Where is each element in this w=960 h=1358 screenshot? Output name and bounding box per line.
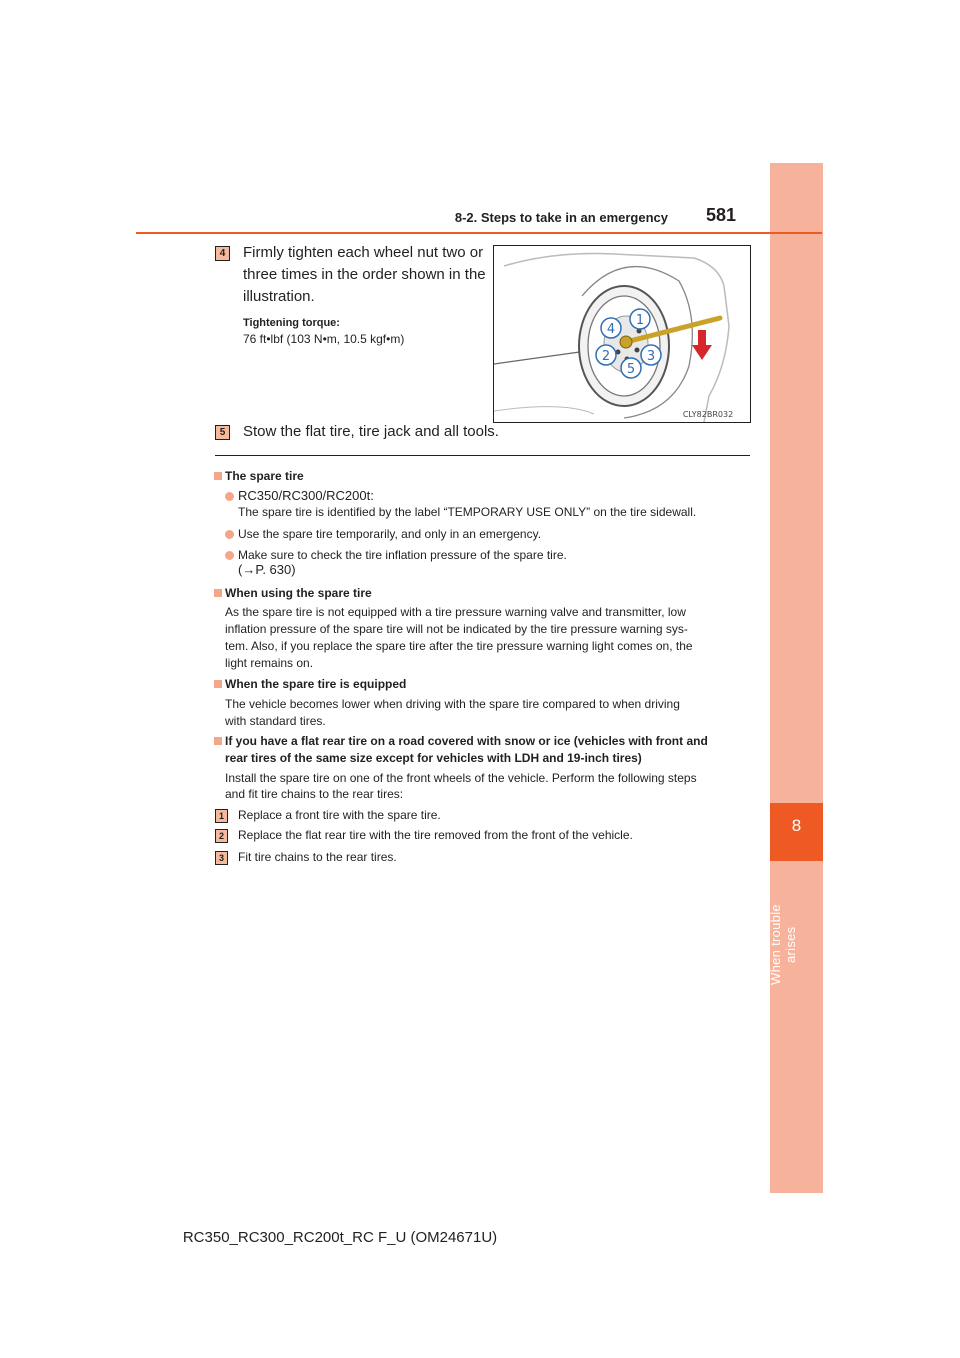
- section-header-title: 8-2. Steps to take in an emergency: [454, 210, 668, 225]
- note-square-icon: [214, 680, 222, 688]
- chapter-number: 8: [791, 816, 802, 835]
- order-number-5: 5: [626, 362, 636, 377]
- note-using-line-4: light remains on.: [225, 656, 314, 670]
- arrow-shaft: [698, 330, 706, 346]
- bullet-check-pressure: Make sure to check the tire inflation pressure of the spare tire.: [238, 548, 567, 562]
- order-number-4: 4: [606, 322, 616, 337]
- substep-1-marker: 1: [215, 809, 228, 823]
- torque-label: Tightening torque:: [243, 317, 340, 329]
- note-square-icon: [214, 472, 222, 480]
- illustration-code: CLY82BR032: [682, 410, 734, 419]
- note-equipped-line-1: The vehicle becomes lower when driving with the spare tire compared to when driving: [225, 697, 680, 711]
- note-flat-line-2: and fit tire chains to the rear tires:: [225, 787, 404, 801]
- note-using-line-1: As the spare tire is not equipped with a tire pressure warning valve and transmitter, low: [225, 605, 686, 619]
- lower-body-line: [494, 407, 594, 414]
- page-reference-link[interactable]: (→P. 630): [238, 562, 296, 577]
- note-square-icon: [214, 737, 222, 745]
- bullet-rc-models: RC350/RC300/RC200t:: [238, 488, 374, 503]
- order-number-3: 3: [646, 349, 656, 364]
- down-arrow-icon: [692, 345, 712, 360]
- wheel-nut: [635, 348, 640, 353]
- bullet-dot-icon: [225, 530, 234, 539]
- step-4-marker: 4: [215, 246, 230, 261]
- step-4-line-1: Firmly tighten each wheel nut two or: [243, 244, 484, 261]
- chapter-label: When trouble arises: [768, 904, 798, 986]
- wrench-socket: [620, 336, 632, 348]
- manual-footer: RC350_RC300_RC200t_RC F_U (OM24671U): [182, 1229, 498, 1246]
- wheel-illustration-svg: [494, 246, 750, 422]
- page-number: 581: [706, 205, 737, 225]
- chapter-side-tab: [770, 163, 823, 1193]
- note-square-icon: [214, 589, 222, 597]
- note-heading-flat-rear-line-1: If you have a flat rear tire on a road covered with snow or ice (vehicles with front and: [225, 734, 708, 748]
- note-heading-spare-tire: The spare tire: [225, 469, 304, 483]
- step-5-marker: 5: [215, 425, 230, 440]
- note-using-line-3: tem. Also, if you replace the spare tire after the tire pressure warning light comes on, the: [225, 639, 693, 653]
- wheel-nut-illustration: [493, 245, 751, 423]
- substep-3-text: Fit tire chains to the rear tires.: [238, 850, 397, 864]
- bullet-dot-icon: [225, 492, 234, 501]
- substep-2-text: Replace the flat rear tire with the tire removed from the front of the vehicle.: [238, 828, 633, 842]
- header-rule: [136, 232, 822, 234]
- order-number-1: 1: [635, 313, 645, 328]
- note-heading-using-spare: When using the spare tire: [225, 586, 372, 600]
- substep-2-marker: 2: [215, 829, 228, 843]
- bullet-temporary-use: Use the spare tire temporarily, and only in an emergency.: [238, 527, 542, 541]
- note-heading-equipped: When the spare tire is equipped: [225, 677, 407, 691]
- note-equipped-line-2: with standard tires.: [225, 714, 326, 728]
- step-5-text: Stow the flat tire, tire jack and all tools.: [243, 423, 499, 440]
- substep-3-marker: 3: [215, 851, 228, 865]
- bullet-rc-models-text: The spare tire is identified by the label “TEMPORARY USE ONLY” on the tire sidewall.: [238, 505, 697, 519]
- step-4-line-3: illustration.: [243, 288, 315, 305]
- note-flat-line-1: Install the spare tire on one of the front wheels of the vehicle. Perform the following steps: [225, 771, 697, 785]
- section-divider: [215, 455, 750, 456]
- note-using-line-2: inflation pressure of the spare tire will not be indicated by the tire pressure warning sys-: [225, 622, 688, 636]
- torque-value: 76 ft•lbf (103 N•m, 10.5 kgf•m): [243, 332, 405, 346]
- note-heading-flat-rear-line-2: rear tires of the same size except for vehicles with LDH and 19-inch tires): [225, 751, 642, 765]
- step-4-line-2: three times in the order shown in the: [243, 266, 486, 283]
- order-number-2: 2: [601, 349, 611, 364]
- substep-1-text: Replace a front tire with the spare tire.: [238, 808, 441, 822]
- bullet-dot-icon: [225, 551, 234, 560]
